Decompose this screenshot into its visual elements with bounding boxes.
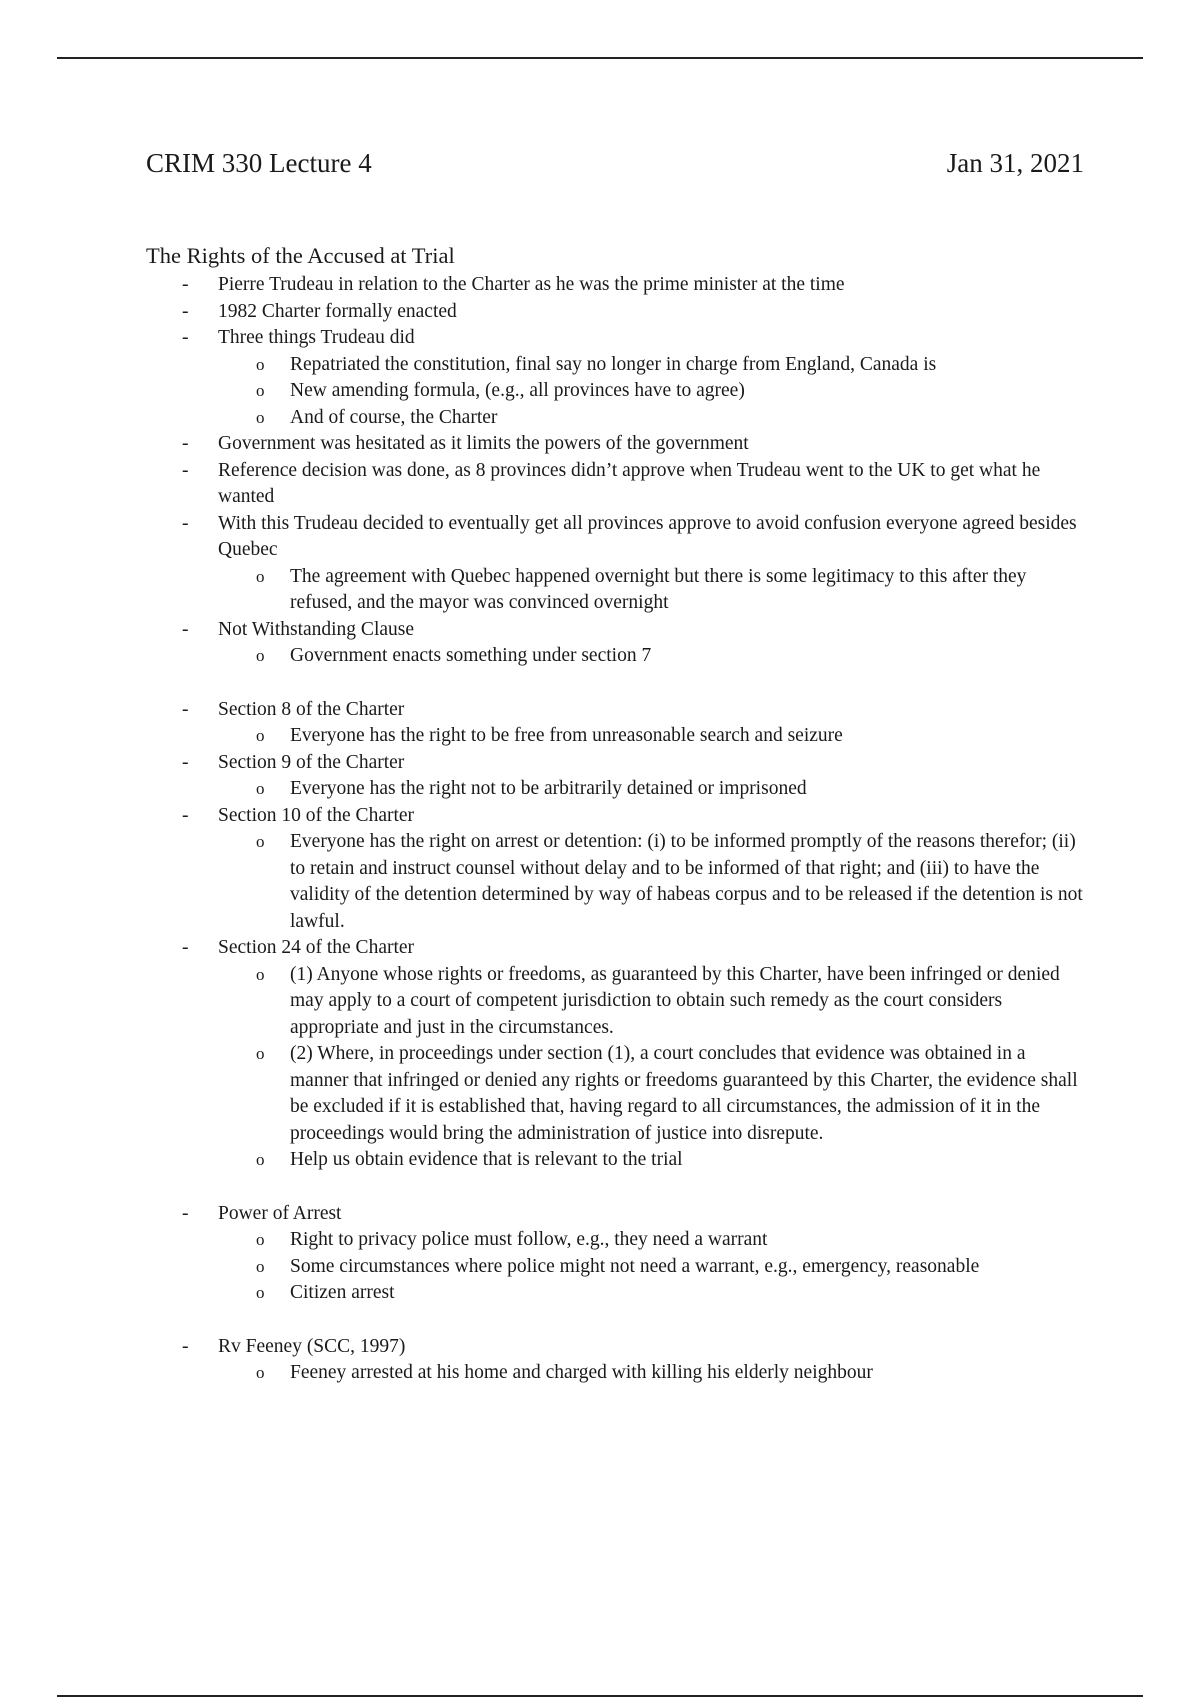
circle-bullet: o	[256, 646, 265, 665]
dash-bullet: -	[182, 327, 189, 348]
list-item	[146, 697, 1084, 724]
sub-list-item-text: Everyone has the right on arrest or detention: (i) to be informed promptly of the reasons therefor; (ii) to retain and instruct counsel without delay and to be informed of that right; and (iii) to have the validity of the detention determined by way of habeas corpus and to be released if the detention is not lawful.	[290, 831, 1083, 932]
dash-bullet: -	[182, 274, 189, 295]
list-item	[146, 1334, 1084, 1361]
list-item	[146, 299, 1084, 326]
sub-list-item-text: Everyone has the right not to be arbitrarily detained or imprisoned	[290, 778, 807, 799]
dash-bullet: -	[182, 433, 189, 454]
sub-list-item	[146, 962, 1084, 1042]
list-spacer	[146, 670, 1084, 697]
dash-bullet: -	[182, 459, 189, 481]
sub-list-item-text: (1) Anyone whose rights or freedoms, as guaranteed by this Charter, have been infringed or denied may apply to a court of competent jurisdiction to obtain such remedy as the court considers appropriate and just in the circumstances.	[290, 963, 1060, 1038]
list-item	[146, 803, 1084, 830]
top-rule	[57, 57, 1143, 59]
sub-list-item-text: (2) Where, in proceedings under section (1), a court concludes that evidence was obtained in a manner that infringed or denied any rights or freedoms guaranteed by this Charter, the evidence shall be excluded if it is established that, having regard to all circumstances, the admission of it in the proceedings would bring the administration of justice into disrepute.	[290, 1043, 1078, 1144]
list-item-text: Three things Trudeau did	[218, 327, 415, 348]
sub-list-item-text: New amending formula, (e.g., all provinces have to agree)	[290, 380, 745, 401]
sub-list-item-text: And of course, the Charter	[290, 406, 498, 428]
list-item-text: Section 24 of the Charter	[218, 937, 415, 958]
page-header	[146, 147, 1084, 179]
list-item	[146, 325, 1084, 352]
dash-bullet: -	[182, 804, 189, 826]
circle-bullet: o	[256, 1363, 265, 1382]
list-item-text: Rv Feeney (SCC, 1997)	[218, 1335, 406, 1357]
list-item-text: Pierre Trudeau in relation to the Charter as he was the prime minister at the time	[218, 274, 845, 295]
list-item	[146, 431, 1084, 458]
circle-bullet: o	[256, 1044, 265, 1063]
dash-bullet: -	[182, 512, 189, 534]
circle-bullet: o	[256, 964, 265, 984]
circle-bullet: o	[256, 407, 265, 427]
bottom-rule	[57, 1695, 1143, 1697]
list-item-text: With this Trudeau decided to eventually get all provinces approve to avoid confusion everyone agreed besides Quebec	[218, 512, 1077, 560]
sub-list-item	[146, 1147, 1084, 1174]
list-item	[146, 272, 1084, 299]
dash-bullet: -	[182, 1202, 189, 1224]
sub-list-item	[146, 643, 1084, 670]
sub-list-item	[146, 1280, 1084, 1307]
lecture-date: Jan 31, 2021	[946, 148, 1084, 178]
list-item-text: Not Withstanding Clause	[218, 618, 415, 640]
circle-bullet: o	[256, 779, 265, 798]
list-spacer	[146, 1307, 1084, 1334]
list-item	[146, 750, 1084, 777]
sub-list-item-text: Citizen arrest	[290, 1282, 395, 1303]
sub-list-item-text: Some circumstances where police might not need a warrant, e.g., emergency, reasonable	[290, 1255, 980, 1277]
dash-bullet: -	[182, 937, 189, 958]
list-spacer	[146, 1174, 1084, 1201]
sub-list-item	[146, 1254, 1084, 1281]
circle-bullet: o	[256, 354, 265, 374]
circle-bullet: o	[256, 726, 265, 745]
sub-list-item	[146, 829, 1084, 935]
sub-list-item	[146, 1227, 1084, 1254]
sub-list-item	[146, 405, 1084, 432]
circle-bullet: o	[256, 381, 265, 400]
sub-list-item-text: Repatriated the constitution, final say no longer in charge from England, Canada is	[290, 353, 937, 375]
section-title: The Rights of the Accused at Trial	[146, 243, 455, 268]
sub-list-item-text: Everyone has the right to be free from unreasonable search and seizure	[290, 725, 843, 746]
circle-bullet: o	[256, 1230, 265, 1249]
sub-list-item	[146, 564, 1084, 617]
notes-list	[146, 272, 1084, 1387]
dash-bullet: -	[182, 698, 189, 720]
sub-list-item	[146, 352, 1084, 379]
circle-bullet: o	[256, 832, 265, 851]
sub-list-item-text: Right to privacy police must follow, e.g., they need a warrant	[290, 1229, 768, 1250]
sub-list-item-text: Feeney arrested at his home and charged with killing his elderly neighbour	[290, 1362, 873, 1383]
list-item-text: Section 8 of the Charter	[218, 698, 405, 720]
sub-list-item	[146, 723, 1084, 750]
list-item	[146, 1201, 1084, 1228]
lecture-title: CRIM 330 Lecture 4	[146, 148, 372, 178]
dash-bullet: -	[182, 618, 189, 640]
dash-bullet: -	[182, 1335, 189, 1357]
sub-list-item	[146, 378, 1084, 405]
list-item-text: Section 9 of the Charter	[218, 751, 405, 773]
sub-list-item-text: The agreement with Quebec happened overnight but there is some legitimacy to this after they refused, and the mayor was convinced overnight	[290, 565, 1027, 613]
sub-list-item-text: Government enacts something under section 7	[290, 645, 652, 666]
list-item-text: Reference decision was done, as 8 provinces didn’t approve when Trudeau went to the UK to get what he wanted	[218, 459, 1041, 507]
list-item	[146, 458, 1084, 511]
sub-list-item	[146, 776, 1084, 803]
sub-list-item-text: Help us obtain evidence that is relevant to the trial	[290, 1149, 683, 1170]
dash-bullet: -	[182, 300, 189, 322]
list-item	[146, 511, 1084, 564]
list-item	[146, 935, 1084, 962]
list-item	[146, 617, 1084, 644]
list-item-text: Section 10 of the Charter	[218, 804, 415, 826]
list-item-text: 1982 Charter formally enacted	[218, 300, 457, 322]
circle-bullet: o	[256, 1283, 265, 1302]
dash-bullet: -	[182, 751, 189, 773]
bullet-list	[146, 272, 1084, 1387]
circle-bullet: o	[256, 1256, 265, 1276]
sub-list-item	[146, 1041, 1084, 1147]
circle-bullet: o	[256, 1150, 265, 1169]
list-item-text: Government was hesitated as it limits the powers of the government	[218, 433, 749, 454]
list-item-text: Power of Arrest	[218, 1202, 342, 1224]
sub-list-item	[146, 1360, 1084, 1387]
circle-bullet: o	[256, 566, 265, 586]
